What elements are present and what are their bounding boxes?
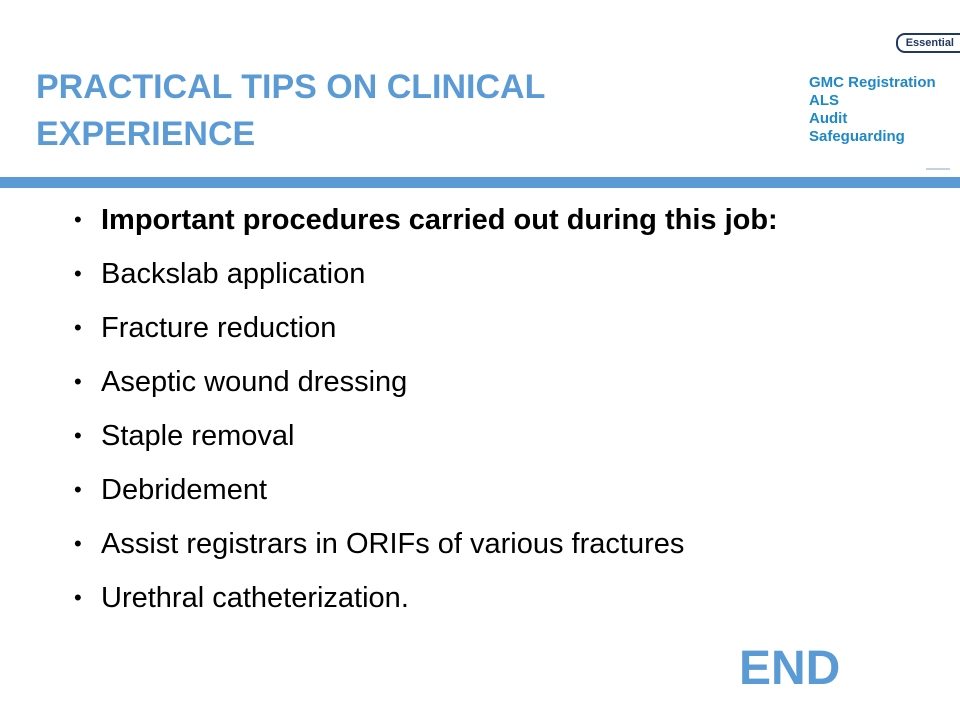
bullet-item (74, 301, 934, 355)
bullet-dot-icon: • (74, 315, 82, 340)
bullet-dot-icon: • (74, 369, 82, 394)
bullet-item (74, 463, 934, 517)
bullet-dot-icon: • (74, 531, 82, 556)
bullet-text: Debridement (101, 474, 268, 506)
bullet-dot-icon: • (74, 423, 82, 448)
topic-item: Safeguarding (809, 128, 905, 145)
small-footnote-mark (926, 168, 950, 170)
bullet-dot-icon: • (74, 261, 82, 286)
bullet-dot-icon: • (74, 477, 82, 502)
bullet-text: Backslab application (101, 258, 366, 290)
end-label: END (739, 642, 841, 695)
bullet-item (74, 193, 934, 247)
essential-badge: Essential (896, 33, 960, 53)
topic-item: ALS (809, 92, 839, 109)
bullet-text: Urethral catheterization. (101, 582, 409, 614)
bullet-text: Important procedures carried out during this job: (101, 204, 778, 236)
bullet-list (74, 193, 934, 625)
bullet-text: Staple removal (101, 420, 295, 452)
slide-title: PRACTICAL TIPS ON CLINICAL EXPERIENCE (36, 68, 545, 153)
bullet-text: Assist registrars in ORIFs of various fractures (101, 528, 685, 560)
title-divider (0, 177, 960, 188)
bullet-dot-icon: • (74, 207, 82, 232)
bullet-item (74, 247, 934, 301)
bullet-item (74, 571, 934, 625)
bullet-dot-icon: • (74, 585, 82, 610)
bullet-item (74, 355, 934, 409)
topics-list (809, 74, 936, 146)
bullet-text: Aseptic wound dressing (101, 366, 408, 398)
bullet-item (74, 517, 934, 571)
bullet-item (74, 409, 934, 463)
bullet-text: Fracture reduction (101, 312, 337, 344)
topic-item: GMC Registration (809, 74, 936, 91)
topic-item: Audit (809, 110, 848, 127)
